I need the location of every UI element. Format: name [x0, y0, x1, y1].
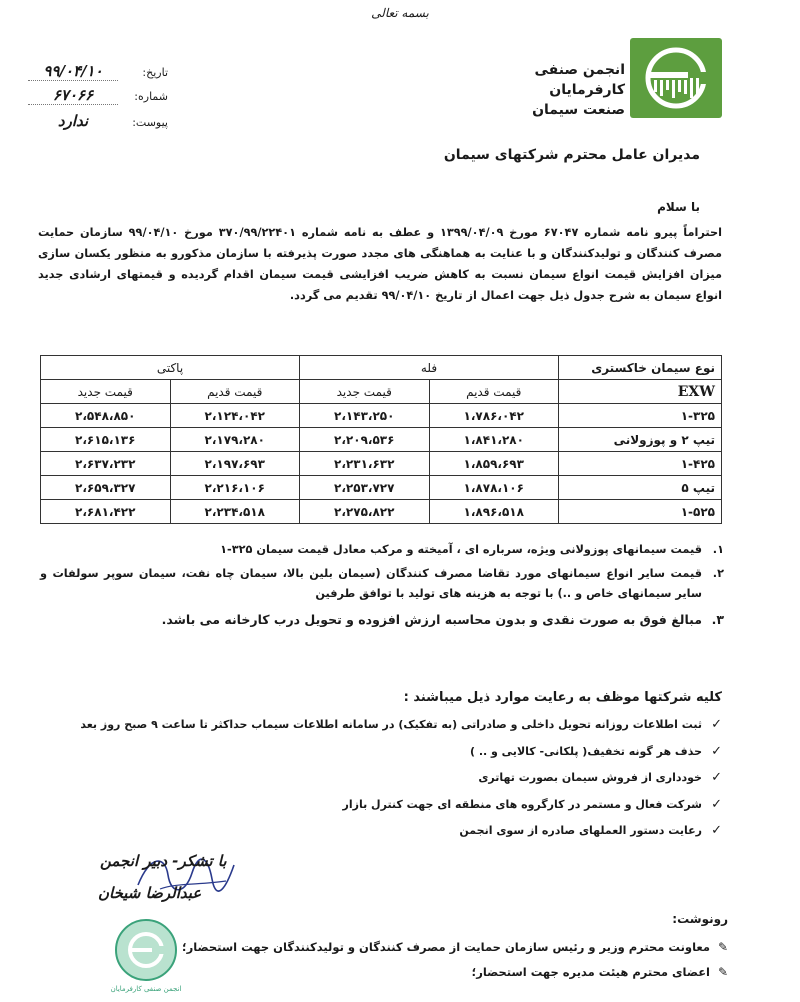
attachment-label: پیوست: — [132, 116, 168, 129]
checkmark-icon: ✓ — [711, 796, 722, 812]
cc-title: رونوشت: — [672, 912, 728, 926]
checkmark-icon: ✓ — [711, 770, 722, 785]
table-row — [41, 500, 722, 524]
duties-list — [32, 712, 722, 845]
group-bulk-header: فله — [300, 356, 559, 380]
date-label: تاریخ: — [142, 66, 168, 79]
letter-body: احتراماً پیرو نامه شماره ۶۷۰۴۷ مورخ ۱۳۹۹/۰۴/۰۹ و عطف به نامه شماره ۳۷۰/۹۹/۲۲۴۰۱ مورخ ۹۹/۰۴/۱۰ سازمان حمایت مصرف کنندگان و تولیدکنندگان و با عنایت به هماهنگی های مجدد صورت پذیرفته با سازمان مذکورو به منظور یکسان سازی میزان افزایش قیمت انواع سیمان نسبت به کاهش ضریب افزایشی قیمت سیمان اقدام گردیده و قیمتهای ارشادی جدید انواع سیمان به شرح جدول ذیل جهت اعمال از تاریخ ۹۹/۰۴/۱۰ تقدیم می گردد. — [38, 226, 722, 302]
org-name-line: کارفرمایان — [549, 82, 625, 98]
pen-icon: ✎ — [717, 965, 728, 979]
bagged-new-price: ۲،۵۴۸،۸۵۰ — [41, 404, 171, 428]
note-number: ۲. — [712, 567, 724, 580]
number-value: ۶۷۰۶۶ — [28, 86, 118, 105]
addressee: مدیران عامل محترم شرکتهای سیمان — [443, 147, 700, 163]
bagged-old-price: ۲،۲۳۴،۵۱۸ — [170, 500, 300, 524]
cement-factory-logo-icon — [630, 38, 722, 118]
table-header-row — [41, 356, 722, 380]
cement-type-cell: تیپ ۵ — [559, 476, 722, 500]
bagged-new-price: ۲،۶۳۷،۲۳۲ — [41, 452, 171, 476]
bagged-new-price: ۲،۶۸۱،۴۲۲ — [41, 500, 171, 524]
cc-item — [88, 935, 728, 960]
bulk-old-price: ۱،۸۹۶،۵۱۸ — [429, 500, 559, 524]
signatory-title: با تشکر- دبیر انجمن — [100, 852, 227, 870]
table-row — [41, 404, 722, 428]
checkmark-icon: ✓ — [711, 823, 722, 838]
price-table — [40, 355, 722, 524]
note-text: قیمت سیمانهای پوزولانی ویژه، سرباره ای ، آمیخته و مرکب معادل قیمت سیمان ۳۲۵-۱ — [220, 543, 702, 556]
type-header: نوع سیمان خاکستری — [559, 356, 722, 380]
note-text: مبالغ فوق به صورت نقدی و بدون محاسبه ارزش افزوده و تحویل درب کارخانه می باشد. — [161, 612, 702, 627]
bagged-new-price: ۲،۶۱۵،۱۳۶ — [41, 428, 171, 452]
date-value: ۹۹/۰۴/۱۰ — [28, 62, 118, 81]
col-old-header: قیمت قدیم — [429, 380, 559, 404]
bulk-new-price: ۲،۲۵۳،۷۲۷ — [300, 476, 430, 500]
bagged-old-price: ۲،۱۲۴،۰۴۲ — [170, 404, 300, 428]
stamp-text: انجمن صنفی کارفرمایان — [110, 985, 182, 993]
bulk-old-price: ۱،۸۴۱،۲۸۰ — [429, 428, 559, 452]
duty-item — [32, 818, 722, 845]
note-item — [40, 610, 724, 630]
duty-text: حذف هر گونه تخفیف( پلکانی- کالایی و .. ) — [469, 744, 702, 758]
cement-type-cell: ۱-۴۲۵ — [559, 452, 722, 476]
bulk-new-price: ۲،۱۴۳،۲۵۰ — [300, 404, 430, 428]
greeting: با سلام — [657, 200, 700, 214]
cement-type-cell: ۱-۳۲۵ — [559, 404, 722, 428]
attachment-row — [28, 112, 168, 134]
col-new-header: قیمت جدید — [300, 380, 430, 404]
org-name — [500, 60, 625, 120]
bulk-old-price: ۱،۸۷۸،۱۰۶ — [429, 476, 559, 500]
duty-text: شرکت فعال و مستمر در کارگروه های منطقه ای جهت کنترل بازار — [342, 797, 702, 811]
exw-subheader: EXW — [559, 380, 722, 404]
cc-text: اعضای محترم هیئت مدیره جهت استحضار؛ — [471, 965, 710, 979]
attachment-value: ندارد — [57, 112, 89, 130]
group-bagged-header: پاکتی — [41, 356, 300, 380]
table-row — [41, 452, 722, 476]
duty-item — [32, 712, 722, 739]
org-name-line: انجمن صنفی — [534, 62, 625, 78]
duty-item — [32, 739, 722, 766]
table-row — [41, 476, 722, 500]
number-label: شماره: — [134, 90, 168, 103]
date-row — [28, 62, 168, 84]
col-old-header: قیمت قدیم — [170, 380, 300, 404]
bagged-old-price: ۲،۱۷۹،۲۸۰ — [170, 428, 300, 452]
table-subheader-row — [41, 380, 722, 404]
note-number: ۱. — [712, 543, 724, 556]
bulk-old-price: ۱،۸۵۹،۶۹۳ — [429, 452, 559, 476]
duty-text: ثبت اطلاعات روزانه تحویل داخلی و صادراتی (به تفکیک) در سامانه اطلاعات سیماب حداکثر تا ساعت ۹ صبح روز بعد — [80, 718, 702, 731]
cement-type-cell: تیپ ۲ و پوزولانی — [559, 428, 722, 452]
note-item — [40, 540, 724, 560]
bulk-new-price: ۲،۲۳۱،۶۳۲ — [300, 452, 430, 476]
cc-list — [88, 935, 728, 985]
note-item — [40, 564, 724, 604]
number-row — [28, 86, 168, 108]
cc-item — [88, 960, 728, 985]
pen-icon: ✎ — [717, 940, 728, 954]
duty-item — [32, 792, 722, 819]
bulk-new-price: ۲،۲۷۵،۸۲۲ — [300, 500, 430, 524]
signatory-name: عبدالرضا شیخان — [98, 884, 202, 902]
table-row — [41, 428, 722, 452]
bagged-new-price: ۲،۶۵۹،۳۲۷ — [41, 476, 171, 500]
note-text: قیمت سایر انواع سیمانهای مورد تقاضا مصرف کنندگان (سیمان بلین بالا، سیمان چاه نفت، سیمان سوپر سولفات و سایر سیمانهای خاص و ..) با توجه به هزینه های تولید با توافق طرفین — [40, 567, 702, 600]
checkmark-icon: ✓ — [711, 717, 722, 732]
col-new-header: قیمت جدید — [41, 380, 171, 404]
bagged-old-price: ۲،۲۱۶،۱۰۶ — [170, 476, 300, 500]
bagged-old-price: ۲،۱۹۷،۶۹۳ — [170, 452, 300, 476]
invocation-text: بسمه تعالی — [371, 6, 429, 20]
note-number: ۳. — [711, 612, 724, 627]
cement-type-cell: ۱-۵۲۵ — [559, 500, 722, 524]
cc-text: معاونت محترم وزیر و رئیس سازمان حمایت از مصرف کنندگان و تولیدکنندگان جهت استحضار؛ — [182, 940, 710, 954]
notes-list — [40, 540, 724, 630]
bulk-new-price: ۲،۲۰۹،۵۳۶ — [300, 428, 430, 452]
duty-text: رعایت دستور العملهای صادره از سوی انجمن — [459, 824, 702, 837]
duty-text: خودداری از فروش سیمان بصورت تهاتری — [478, 771, 702, 784]
duty-item — [32, 765, 722, 792]
bulk-old-price: ۱،۷۸۶،۰۴۲ — [429, 404, 559, 428]
checkmark-icon: ✓ — [711, 743, 722, 759]
duties-title: کلیه شرکتها موظف به رعایت موارد ذیل میباشند : — [403, 690, 722, 705]
org-name-line: صنعت سیمان — [532, 102, 625, 118]
